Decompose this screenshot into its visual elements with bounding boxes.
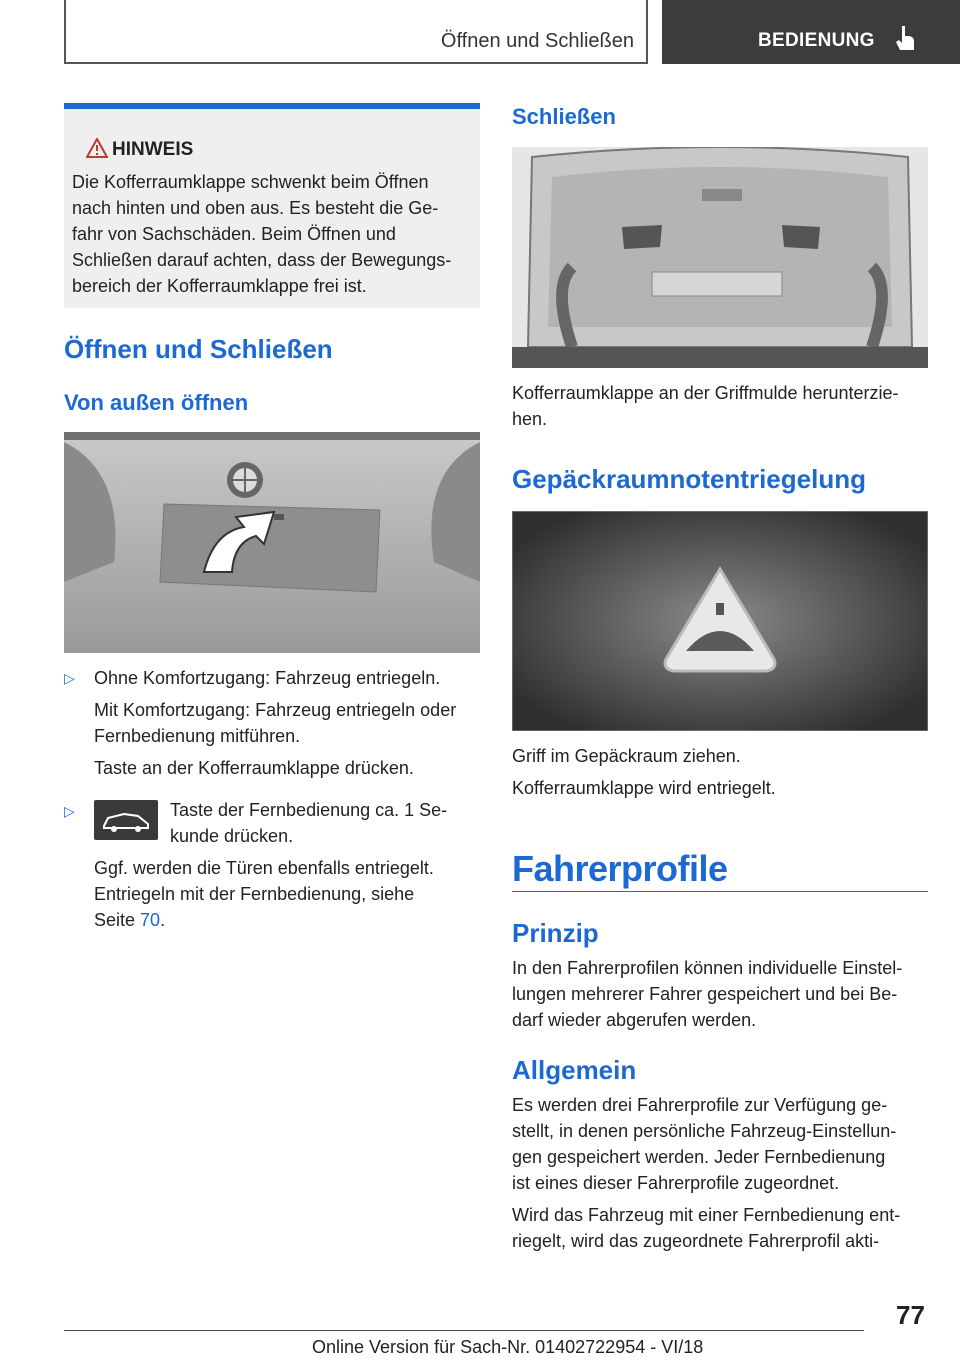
header-section-tab bbox=[64, 0, 648, 64]
principle-line: In den Fahrerprofilen können individuelle Einstel- bbox=[512, 958, 903, 978]
emergency-handle-image bbox=[512, 511, 928, 731]
heading-underline bbox=[512, 891, 928, 892]
page-ref-link[interactable]: 70 bbox=[140, 910, 161, 930]
heading-driver-profiles: Fahrerprofile bbox=[512, 848, 728, 889]
pointing-hand-icon bbox=[894, 24, 916, 52]
principle-line: lungen mehrerer Fahrer gespeichert und bei Be- bbox=[512, 984, 898, 1004]
note-line: Schließen darauf achten, dass der Bewegungs- bbox=[72, 250, 452, 270]
bullet2-line2: Ggf. werden die Türen ebenfalls entriegelt. bbox=[94, 858, 434, 878]
footer-version-text: Online Version für Sach-Nr. 01402722954 - VI/18 bbox=[312, 1337, 704, 1357]
general-line: gen gespeichert werden. Jeder Fernbedienung bbox=[512, 1147, 886, 1167]
page-ref-suffix: . bbox=[160, 910, 166, 930]
note-body bbox=[72, 169, 476, 299]
bullet2-line1b: kunde drücken. bbox=[170, 826, 294, 846]
bullet1-line2b: Fernbedienung mitführen. bbox=[94, 726, 301, 746]
bullet1-line2a: Mit Komfortzugang: Fahrzeug entriegeln oder bbox=[94, 700, 457, 720]
bullet-marker: ▷ bbox=[64, 670, 75, 686]
emergency-text-line1: Griff im Gepäckraum ziehen. bbox=[512, 746, 741, 766]
general-line: Wird das Fahrzeug mit einer Fernbedienung ent- bbox=[512, 1205, 901, 1225]
principle-line: darf wieder abgerufen werden. bbox=[512, 1010, 757, 1030]
bullet-marker: ▷ bbox=[64, 803, 75, 819]
general-line: ist eines dieser Fahrerprofile zugeordnet. bbox=[512, 1173, 840, 1193]
warning-triangle-icon bbox=[86, 138, 108, 158]
bullet1-line3: Taste an der Kofferraumklappe drücken. bbox=[94, 758, 414, 778]
bullet2-line1: Taste der Fernbedienung ca. 1 Se- bbox=[170, 800, 448, 820]
warning-note bbox=[64, 103, 480, 308]
heading-principle: Prinzip bbox=[512, 918, 599, 948]
general-line: stellt, in denen persönliche Fahrzeug-Einstellun- bbox=[512, 1121, 897, 1141]
trunk-interior-image bbox=[512, 147, 928, 368]
page-ref-prefix: Seite bbox=[94, 910, 136, 930]
close-text-line1: Kofferraumklappe an der Griffmulde herunterzie- bbox=[512, 383, 899, 403]
section-heading-open-close: Öffnen und Schließen bbox=[64, 334, 333, 364]
close-text-line2: hen. bbox=[512, 409, 548, 429]
note-line: Die Kofferraumklappe schwenkt beim Öffnen bbox=[72, 172, 429, 192]
general-line: Es werden drei Fahrerprofile zur Verfügung ge- bbox=[512, 1095, 888, 1115]
trunk-exterior-image bbox=[64, 432, 480, 653]
page-number: 77 bbox=[896, 1300, 925, 1330]
heading-general: Allgemein bbox=[512, 1055, 637, 1085]
bullet2-line3: Entriegeln mit der Fernbedienung, siehe bbox=[94, 884, 415, 904]
note-title: HINWEIS bbox=[112, 139, 194, 160]
heading-close: Schließen bbox=[512, 104, 616, 129]
general-line: riegelt, wird das zugeordnete Fahrerprofil akti- bbox=[512, 1231, 880, 1251]
remote-trunk-button-icon bbox=[94, 800, 158, 840]
footer-divider bbox=[64, 1330, 864, 1331]
note-line: nach hinten und oben aus. Es besteht die Ge- bbox=[72, 198, 439, 218]
emergency-text-line2: Kofferraumklappe wird entriegelt. bbox=[512, 778, 776, 798]
note-line: fahr von Sachschäden. Beim Öffnen und bbox=[72, 224, 396, 244]
heading-emergency-release: Gepäckraumnotentriegelung bbox=[512, 464, 866, 494]
note-line: bereich der Kofferraumklappe frei ist. bbox=[72, 276, 367, 296]
header-chapter-title: BEDIENUNG bbox=[758, 30, 875, 51]
bullet1-line1: Ohne Komfortzugang: Fahrzeug entriegeln. bbox=[94, 668, 441, 688]
header-chapter-tab bbox=[662, 0, 960, 64]
bullet2-line4 bbox=[94, 907, 165, 933]
subheading-open-outside: Von außen öffnen bbox=[64, 390, 249, 415]
header-section-title: Öffnen und Schließen bbox=[440, 30, 634, 52]
